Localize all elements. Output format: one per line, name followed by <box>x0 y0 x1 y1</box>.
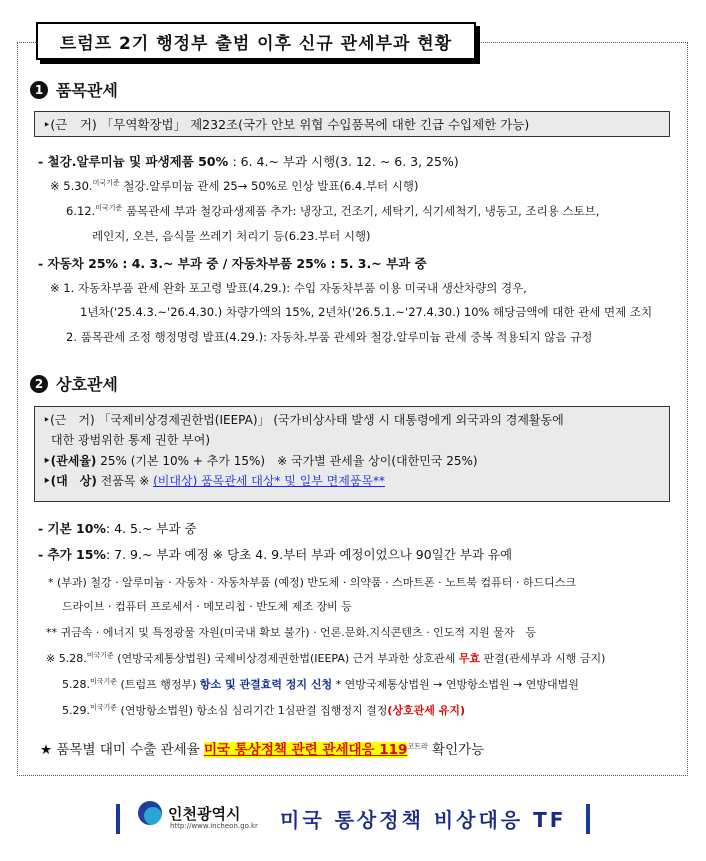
basic-tariff-rest: : 4. 5.~ 부과 중 <box>105 521 197 536</box>
incheon-logo-icon <box>138 801 162 825</box>
star-icon: ★ <box>40 742 53 758</box>
target-link[interactable]: (비대상) 품목관세 대상* 및 일부 면제품목** <box>153 474 386 489</box>
court2-date: 5.28. <box>62 678 90 691</box>
steel-note-1 <box>50 178 418 194</box>
additional-tariff-rest: : 7. 9.~ 부과 예정 ※ 당초 4. 9.부터 부과 예정이었으나 90일간 부과 유예 <box>105 547 513 562</box>
court3-text: (연방항소법원) 항소심 심리기간 1심판결 집행정지 결정 <box>117 704 388 717</box>
court-ruling-1 <box>46 650 605 666</box>
bottom-note <box>40 738 484 758</box>
auto-item: - 자동차 25% : 4. 3.~ 부과 중 / 자동차부품 25% : 5. 3.~ 부과 중 <box>38 256 427 271</box>
section2-number-icon: 2 <box>30 375 48 393</box>
court1-text: (연방국제통상법원) 국제비상경제권한법(IEEPA) 근거 부과한 상호관세 <box>113 652 459 665</box>
auto-note-1: ※ 1. 자동차부품 관세 완화 포고령 발표(4.29.): 수입 자동차부품 이용 미국내 생산차량의 경우, <box>50 281 527 295</box>
section1-heading <box>30 78 118 101</box>
section1-basis-box <box>34 111 670 137</box>
steel-item-rest: : 6. 4.~ 부과 시행(3. 12. ~ 6. 3, 25%) <box>232 154 459 169</box>
basic-tariff-item <box>38 519 197 537</box>
additional-tariff-bold: - 추가 15% <box>38 547 106 562</box>
incheon-logo-url: http://www.incheon.go.kr <box>170 822 258 830</box>
court2-end: * 연방국제통상법원 → 연방항소법원 → 연방대법원 <box>332 678 579 691</box>
additional-tariff-item <box>38 545 512 563</box>
bottom-note-sup: 코트라 <box>407 742 428 751</box>
section2-target <box>43 471 661 491</box>
section1-title: 품목관세 <box>56 81 118 100</box>
footnote-star1-cont: 드라이브 · 컴퓨터 프로세서 · 메모리칩 · 반도체 제조 장비 등 <box>62 600 352 613</box>
section2-heading <box>30 372 118 395</box>
bottom-note-text: 품목별 대미 수출 관세율 <box>52 742 204 758</box>
page-title: 트럼프 2기 행정부 출범 이후 신규 관세부과 현황 <box>59 33 453 54</box>
section2-basis-line2: 대한 광범위한 통제 권한 부여) <box>51 433 211 448</box>
note2-text: 품목관세 부과 철강파생제품 추가: 냉장고, 건조기, 세탁기, 식기세척기, 냉동고, 조리용 스토브, <box>122 204 600 218</box>
court3-maintained: (상호관세 유지) <box>387 704 466 717</box>
incheon-logo-text: 인천광역시 <box>168 804 241 823</box>
court-ruling-2 <box>62 676 579 692</box>
footnote-star2: ** 귀금속 · 에너지 및 특정광물 자원(미국내 확보 불가) · 언론.문화.지식콘텐츠 · 인도적 지원 물자 등 <box>46 626 537 639</box>
court2-text: (트럼프 행정부) <box>117 678 200 691</box>
note2-date: 6.12. <box>66 204 96 218</box>
court3-date: 5.29. <box>62 704 90 717</box>
section1-basis: ‣(근 거) 「무역확장법」 제232조(국가 안보 위협 수입품목에 대한 긴급 수입제한 가능) <box>43 117 530 132</box>
note1-text: 철강.알루미늄 관세 25→ 50%로 인상 발표(6.4.부터 시행) <box>119 179 419 193</box>
note1-date: ※ 5.30. <box>50 179 93 193</box>
tf-title: 미국 통상정책 비상대응 TF <box>280 808 567 832</box>
court1-sup: 미국기준 <box>86 651 114 660</box>
target-text: 전품목 ※ <box>96 474 154 489</box>
basic-tariff-bold: - 기본 10% <box>38 521 106 536</box>
steel-note-2-cont: 레인지, 오븐, 음식물 쓰레기 처리기 등(6.23.부터 시행) <box>92 229 371 243</box>
court1-invalid: 무효 <box>458 652 481 665</box>
auto-note-1-cont: 1년차('25.4.3.~'26.4.30.) 차량가액의 15%, 2년차('26.5.1.~'27.4.30.) 10% 해당금액에 대한 관세 면제 조치 <box>80 305 653 319</box>
rate-text: 25% (기본 10% + 추가 15%) ※ 국가별 관세율 상이(대한민국 25%) <box>96 453 478 468</box>
section2-basis-line1: ‣(근 거) 「국제비상경제권한법(IEEPA)」 (국가비상사태 발생 시 대통령에게 외국과의 경제활동에 <box>43 413 564 427</box>
section2-rate <box>43 451 661 471</box>
steel-note-2 <box>66 203 599 219</box>
footer-left-bar <box>116 804 120 834</box>
footer-right-bar <box>586 804 590 834</box>
section2-title: 상호관세 <box>56 375 118 394</box>
footer <box>0 798 706 840</box>
page-title-box <box>36 22 476 60</box>
court-ruling-3 <box>62 702 465 718</box>
rate-label: ‣(관세율) <box>43 453 97 468</box>
section2-basis-box <box>34 406 670 502</box>
court1-end: 판결(관세부과 시행 금지) <box>480 652 606 665</box>
bottom-note-end: 확인가능 <box>427 742 485 758</box>
note2-sup: 미국기준 <box>95 204 123 213</box>
target-label: ‣(대 상) <box>43 474 97 489</box>
footnote-star1: * (부과) 철강 · 알루미늄 · 자동차 · 자동차부품 (예정) 반도체 · 의약품 · 스마트폰 · 노트북 컴퓨터 · 하드디스크 <box>48 576 576 589</box>
auto-note-2: 2. 품목관세 조정 행정명령 발표(4.29.): 자동차.부품 관세와 철강.알루미늄 관세 중복 적용되지 않음 규정 <box>66 330 593 344</box>
court1-date: ※ 5.28. <box>46 652 87 665</box>
court2-sup: 미국기준 <box>90 677 118 686</box>
court3-sup: 미국기준 <box>90 703 118 712</box>
steel-item-bold: - 철강.알루미늄 및 파생제품 50% <box>38 154 233 169</box>
steel-item <box>38 152 459 170</box>
section1-number-icon: 1 <box>30 81 48 99</box>
kotra-119-link[interactable]: 미국 통상정책 관련 관세대응 119 <box>203 742 408 758</box>
court2-appeal: 항소 및 관결효력 정지 신청 <box>199 678 333 691</box>
note1-sup: 미국기준 <box>92 179 120 188</box>
